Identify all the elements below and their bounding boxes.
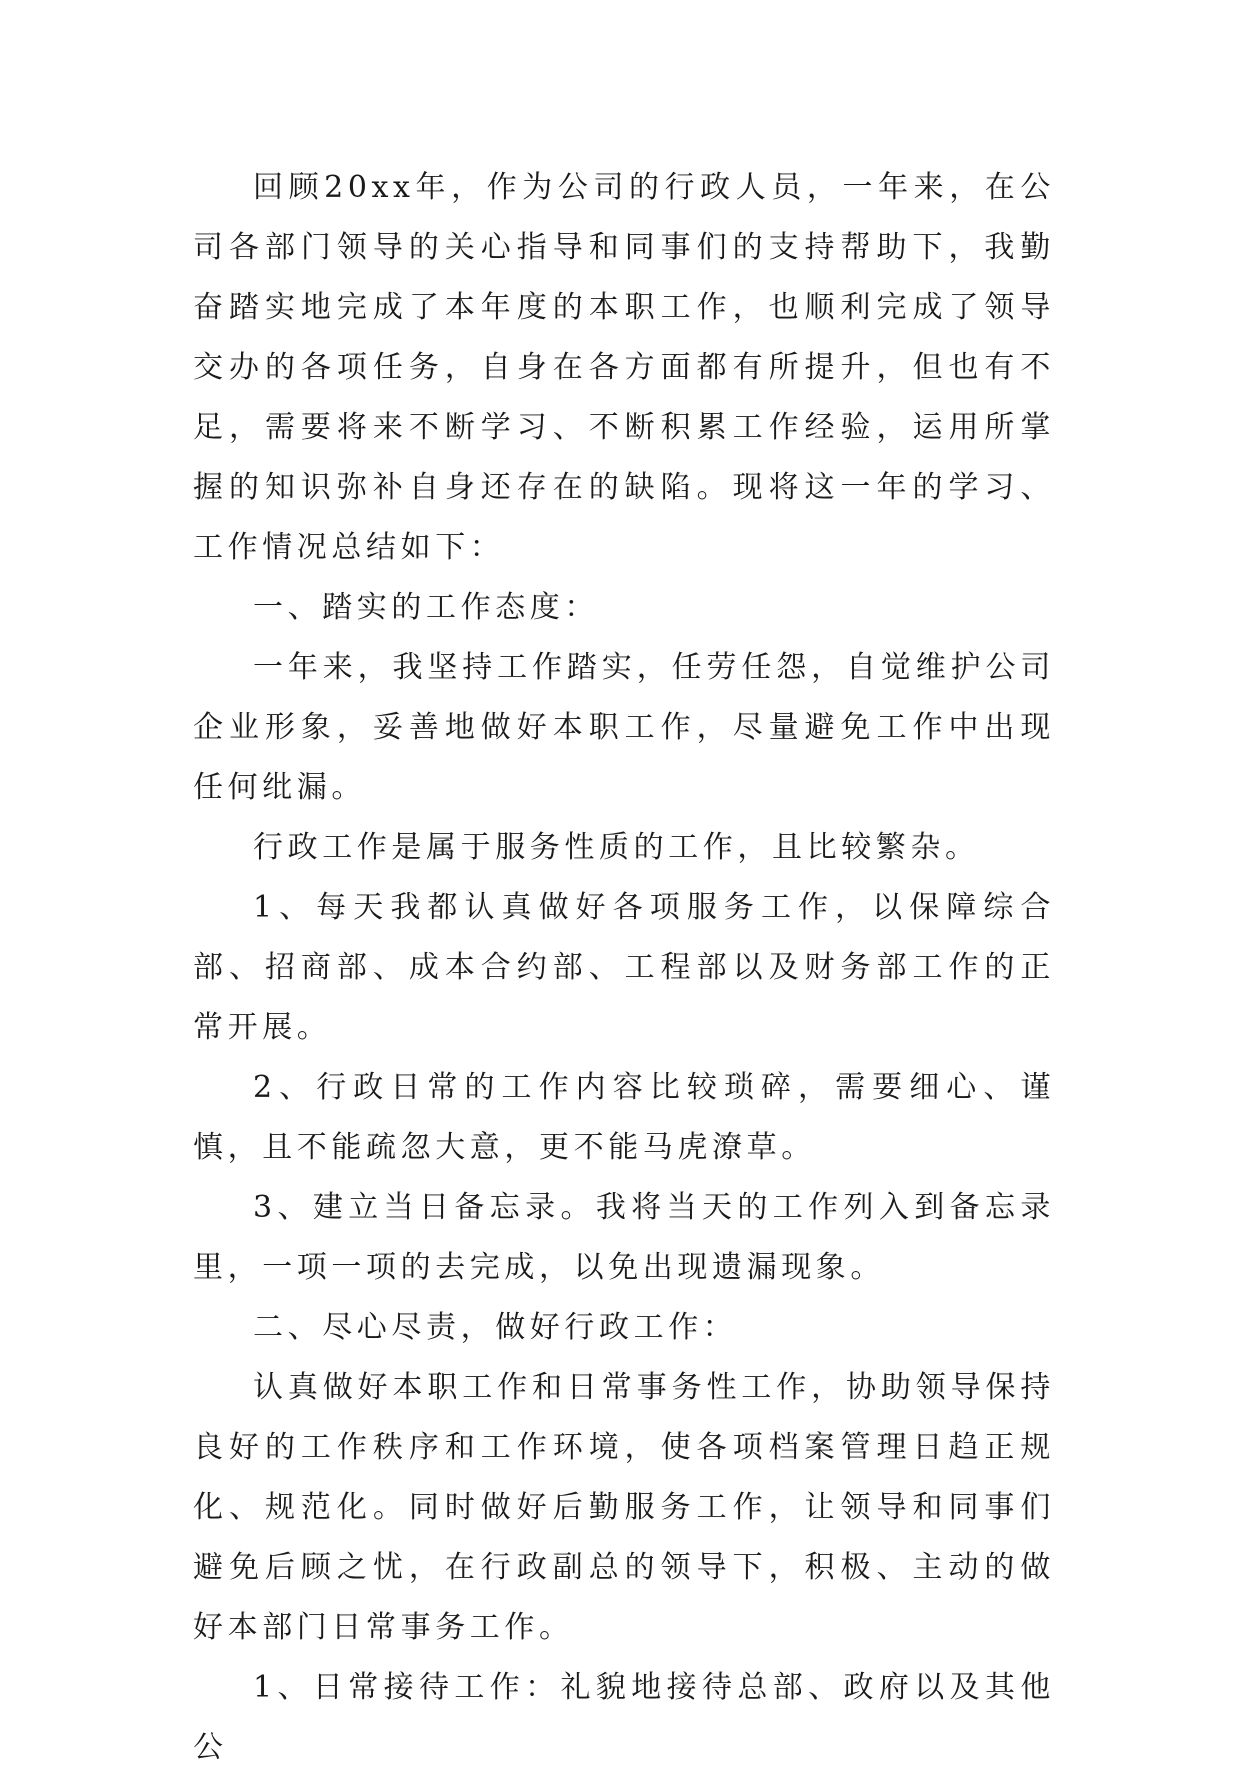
document-body <box>193 158 1055 1778</box>
paragraph-duties: 认真做好本职工作和日常事务性工作，协助领导保持良好的工作秩序和工作环境，使各项档案管理日趋正规化、规范化。同时做好后勤服务工作，让领导和同事们避免后顾之忧，在行政副总的领导下，积极、主动的做好本部门日常事务工作。 <box>193 1370 1055 1645</box>
paragraph-admin-nature: 行政工作是属于服务性质的工作，且比较繁杂。 <box>253 830 980 865</box>
heading-section-2: 二、尽心尽责，做好行政工作： <box>253 1310 738 1345</box>
paragraph-attitude: 一年来，我坚持工作踏实，任劳任怨，自觉维护公司企业形象，妥善地做好本职工作，尽量避免工作中出现任何纰漏。 <box>193 650 1055 805</box>
heading-section-1: 一、踏实的工作态度： <box>253 590 599 625</box>
list-item-3: 3、建立当日备忘录。我将当天的工作列入到备忘录里，一项一项的去完成，以免出现遗漏现象。 <box>193 1190 1055 1285</box>
paragraph-intro: 回顾20xx年，作为公司的行政人员，一年来，在公司各部门领导的关心指导和同事们的支持帮助下，我勤奋踏实地完成了本年度的本职工作，也顺利完成了领导交办的各项任务，自身在各方面都有所提升，但也有不足，需要将来不断学习、不断积累工作经验，运用所掌握的知识弥补自身还存在的缺陷。现将这一年的学习、工作情况总结如下： <box>193 170 1055 565</box>
list-item-1: 1、每天我都认真做好各项服务工作，以保障综合部、招商部、成本合约部、工程部以及财务部工作的正常开展。 <box>193 890 1055 1045</box>
list-item-reception: 1、日常接待工作：礼貌地接待总部、政府以及其他公 <box>193 1670 1055 1765</box>
list-item-2: 2、行政日常的工作内容比较琐碎，需要细心、谨慎，且不能疏忽大意，更不能马虎潦草。 <box>193 1070 1055 1165</box>
